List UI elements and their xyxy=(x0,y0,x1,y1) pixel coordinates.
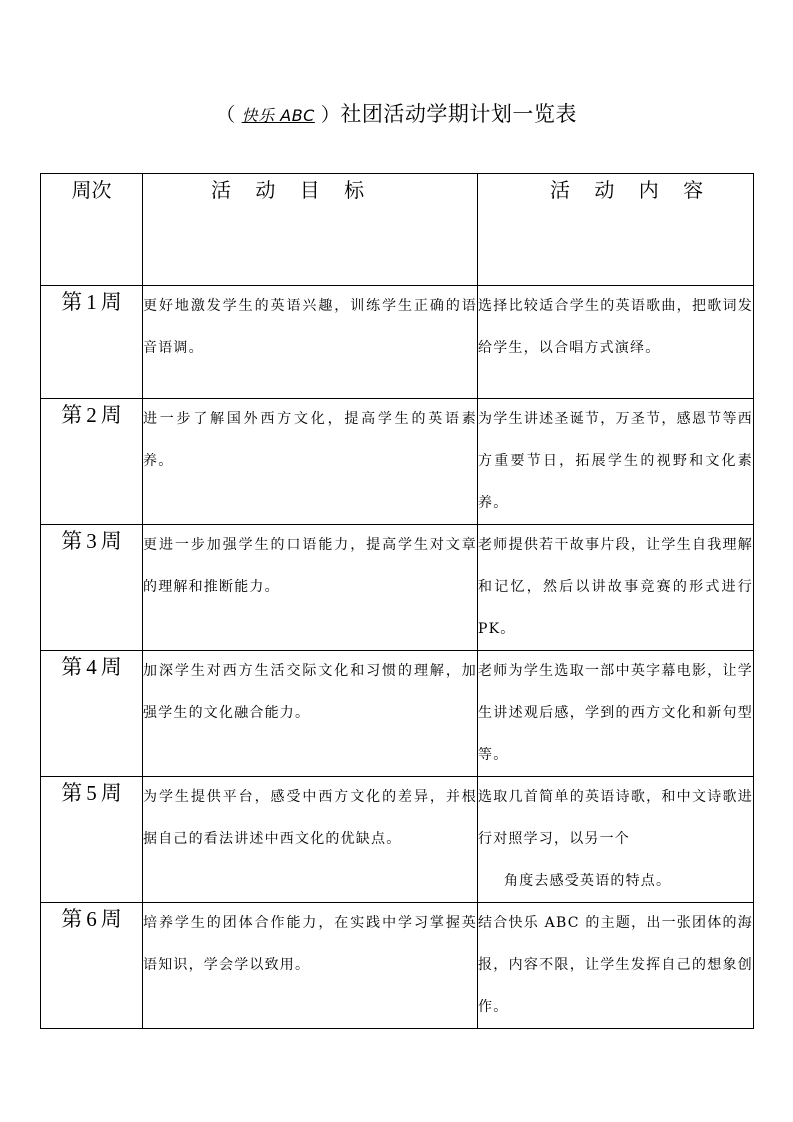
title-open-paren: （ xyxy=(216,104,236,126)
week-cell xyxy=(41,525,143,651)
week-suffix: 周 xyxy=(100,403,122,427)
table-row xyxy=(41,903,754,1029)
week-cell xyxy=(41,286,143,399)
goal-text: 更进一步加强学生的口语能力，提高学生对文章的理解和推断能力。 xyxy=(143,537,477,595)
club-name: 快乐 ABC xyxy=(241,106,315,125)
week-number: 2 xyxy=(86,403,97,427)
header-content: 活 动 内 容 xyxy=(478,174,754,286)
week-prefix: 第 xyxy=(61,655,83,679)
title-text: 社团活动学期计划一览表 xyxy=(340,102,577,126)
content-cell xyxy=(478,525,754,651)
week-suffix: 周 xyxy=(100,290,122,314)
table-row xyxy=(41,777,754,903)
goal-text: 加深学生对西方生活交际文化和习惯的理解，加强学生的文化融合能力。 xyxy=(143,663,477,721)
goal-cell xyxy=(143,525,478,651)
week-cell xyxy=(41,777,143,903)
table-row xyxy=(41,286,754,399)
week-prefix: 第 xyxy=(61,529,83,553)
content-text: 为学生讲述圣诞节，万圣节，感恩节等西方重要节日，拓展学生的视野和文化素养。 xyxy=(478,411,753,511)
content-cell xyxy=(478,651,754,777)
content-text: 老师提供若干故事片段，让学生自我理解和记忆，然后以讲故事竞赛的形式进行 PK。 xyxy=(478,537,753,637)
content-text: 选择比较适合学生的英语歌曲，把歌词发给学生，以合唱方式演绎。 xyxy=(478,298,753,356)
plan-table xyxy=(40,173,754,1029)
content-text-main: 选取几首简单的英语诗歌，和中文诗歌进行对照学习，以另一个 xyxy=(478,789,753,847)
table-row xyxy=(41,525,754,651)
goal-cell xyxy=(143,399,478,525)
week-prefix: 第 xyxy=(61,403,83,427)
header-goal: 活 动 目 标 xyxy=(143,174,478,286)
week-suffix: 周 xyxy=(100,907,122,931)
goal-cell xyxy=(143,651,478,777)
week-cell xyxy=(41,651,143,777)
week-cell xyxy=(41,903,143,1029)
goal-text: 培养学生的团体合作能力，在实践中学习掌握英语知识，学会学以致用。 xyxy=(143,915,477,973)
week-number: 3 xyxy=(86,529,97,553)
content-text xyxy=(478,776,753,902)
goal-cell xyxy=(143,777,478,903)
content-text-last-line: 角度去感受英语的特点。 xyxy=(504,873,672,889)
week-suffix: 周 xyxy=(100,655,122,679)
week-cell xyxy=(41,399,143,525)
week-prefix: 第 xyxy=(61,907,83,931)
content-cell xyxy=(478,903,754,1029)
week-prefix: 第 xyxy=(61,781,83,805)
week-number: 6 xyxy=(86,907,97,931)
table-header-row xyxy=(41,174,754,286)
content-text: 结合快乐 ABC 的主题，出一张团体的海报，内容不限，让学生发挥自己的想象创作。 xyxy=(478,915,753,1015)
title-close-paren: ） xyxy=(320,104,341,126)
content-cell xyxy=(478,286,754,399)
content-cell xyxy=(478,399,754,525)
goal-text: 进一步了解国外西方文化，提高学生的英语素养。 xyxy=(143,411,477,469)
week-number: 5 xyxy=(86,781,97,805)
header-week: 周次 xyxy=(41,174,143,286)
goal-text: 为学生提供平台，感受中西方文化的差异，并根据自己的看法讲述中西文化的优缺点。 xyxy=(143,789,477,847)
content-text: 老师为学生选取一部中英字幕电影，让学生讲述观后感，学到的西方文化和新句型等。 xyxy=(478,663,753,763)
table-row xyxy=(41,651,754,777)
content-cell xyxy=(478,777,754,903)
goal-cell xyxy=(143,903,478,1029)
week-number: 4 xyxy=(86,655,97,679)
week-number: 1 xyxy=(86,290,97,314)
week-suffix: 周 xyxy=(100,781,122,805)
page-title xyxy=(0,98,793,128)
week-prefix: 第 xyxy=(61,290,83,314)
goal-cell xyxy=(143,286,478,399)
goal-text: 更好地激发学生的英语兴趣，训练学生正确的语音语调。 xyxy=(143,298,477,356)
table-row xyxy=(41,399,754,525)
week-suffix: 周 xyxy=(100,529,122,553)
